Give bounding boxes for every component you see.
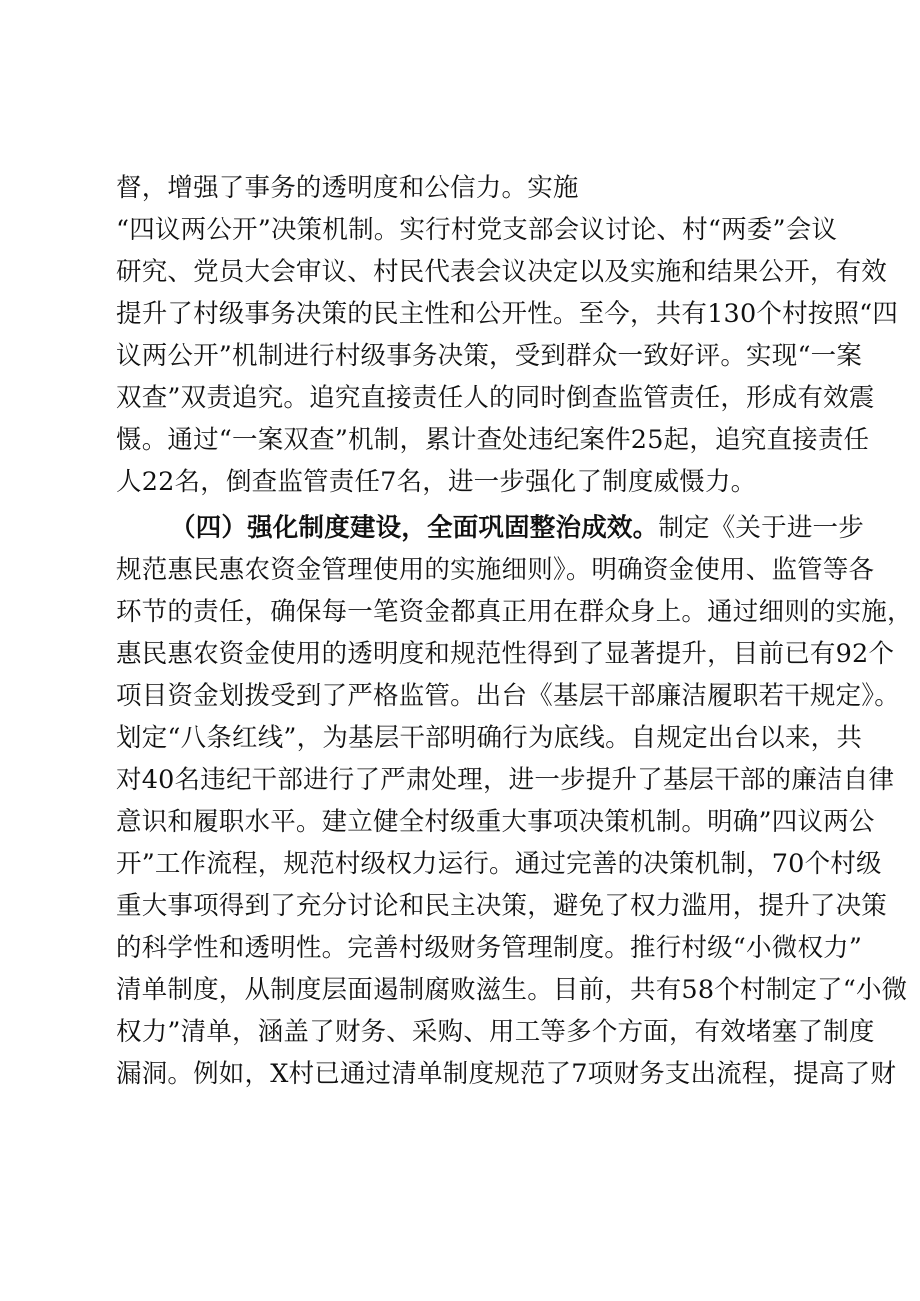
paragraph-line: 议两公开”机制进行村级事务决策，受到群众一致好评。实现“一案: [116, 341, 863, 371]
paragraph-line: 惠民惠农资金使用的透明度和规范性得到了显著提升，目前已有92个: [116, 639, 895, 669]
paragraph-line: 的科学性和透明性。完善村级财务管理制度。推行村级“小微权力”: [116, 933, 863, 963]
paragraph-line: 环节的责任，确保每一笔资金都真正用在群众身上。通过细则的实施，: [116, 597, 913, 627]
paragraph-line: 清单制度，从制度层面遏制腐败滋生。目前，共有58个村制定了“小微: [116, 975, 908, 1005]
paragraph-line: “四议两公开”决策机制。实行村党支部会议讨论、村“两委”会议: [116, 215, 838, 245]
paragraph-line: 研究、党员大会审议、村民代表会议决定以及实施和结果公开，有效: [116, 257, 888, 287]
paragraph-line: 漏洞。例如，X村已通过清单制度规范了7项财务支出流程，提高了财: [116, 1059, 897, 1089]
paragraph-line: 规范惠民惠农资金管理使用的实施细则》。明确资金使用、监管等各: [116, 555, 875, 585]
paragraph-line: 权力”清单，涵盖了财务、采购、用工等多个方面，有效堵塞了制度: [116, 1017, 875, 1047]
section-heading-line: [170, 508, 864, 548]
section-heading: （四）强化制度建设，全面巩固整治成效。: [170, 513, 659, 543]
paragraph-line: 意识和履职水平。建立健全村级重大事项决策机制。明确”四议两公: [116, 807, 875, 837]
paragraph-line: 对40名违纪干部进行了严肃处理，进一步提升了基层干部的廉洁自律: [116, 765, 895, 795]
paragraph-line: 项目资金划拨受到了严格监管。出台《基层干部廉洁履职若干规定》。: [116, 681, 900, 711]
paragraph-line: 督，增强了事务的透明度和公信力。实施: [116, 173, 579, 203]
paragraph-line: 开”工作流程，规范村级权力运行。通过完善的决策机制，70个村级: [116, 849, 882, 879]
paragraph-line: 慑。通过“一案双查”机制，累计查处违纪案件25起，追究直接责任: [116, 425, 870, 455]
paragraph-line: 提升了村级事务决策的民主性和公开性。至今，共有130个村按照“四: [116, 299, 899, 329]
paragraph-line: 人22名，倒查监管责任7名，进一步强化了制度威慑力。: [116, 467, 757, 497]
paragraph-line: 双查”双责追究。追究直接责任人的同时倒查监管责任，形成有效震: [116, 383, 875, 413]
paragraph-text: 制定《关于进一步: [658, 513, 864, 543]
paragraph-line: 重大事项得到了充分讨论和民主决策，避免了权力滥用，提升了决策: [116, 891, 888, 921]
paragraph-line: 划定“八条红线”，为基层干部明确行为底线。自规定出台以来，共: [116, 723, 863, 753]
